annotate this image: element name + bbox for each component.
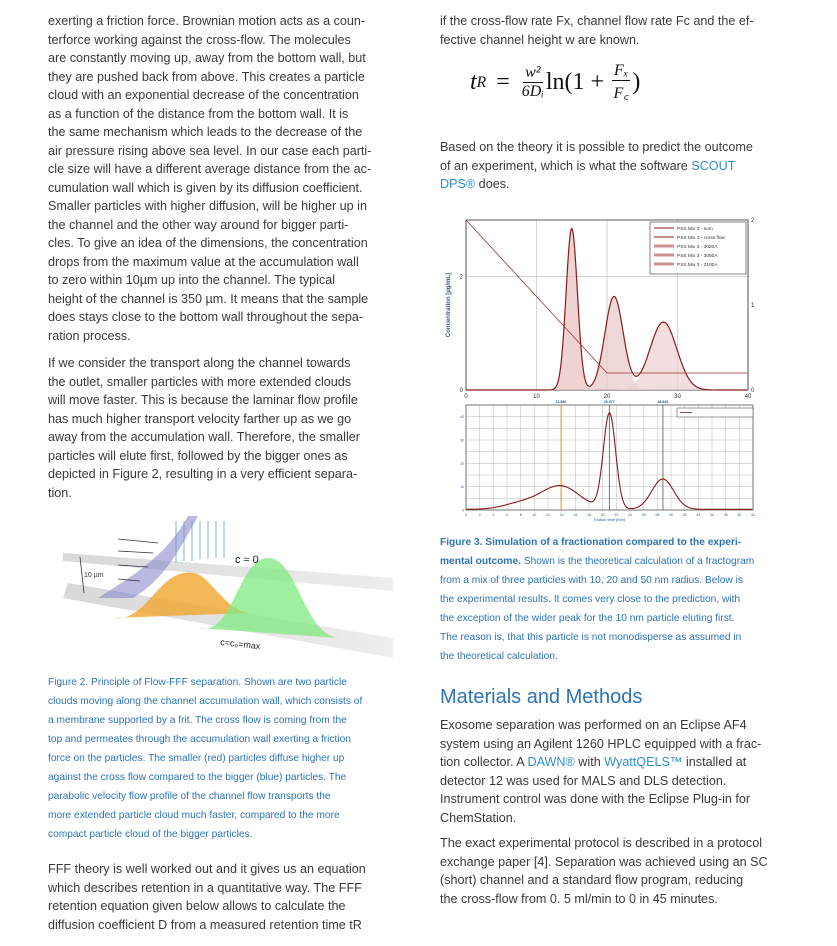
y-tick-label: 40: [460, 415, 464, 420]
figure-2-illustration: [48, 513, 398, 663]
x-tick-label: 6: [506, 513, 508, 517]
x-tick-label: 30: [669, 513, 673, 517]
bottom-concentration-label: c=c₀=max: [219, 637, 261, 652]
eq-lhs-sub: R: [476, 73, 487, 91]
x-tick-label: 42: [751, 513, 755, 517]
marker-label: 13.890: [555, 400, 567, 404]
legend-entry: PSS Mix 3 - 3050A: [677, 254, 718, 259]
x-tick-label: 12: [546, 513, 550, 517]
x-tick-label: 22: [614, 513, 619, 517]
legend-entry: PSS Mix 3 - 3020A: [677, 245, 718, 250]
x-tick-label: 28: [655, 513, 660, 517]
x-tick-label: 4: [492, 513, 495, 517]
height-label: 10 µm: [84, 572, 104, 579]
x-tick-label: 20: [603, 394, 611, 400]
eq-fden: F꜀: [613, 85, 629, 102]
body-paragraph: [440, 716, 761, 827]
body-paragraph: The exact experimental protocol is described in a protocol exchange paper [4]. Separation was achieved using an SC (short) channel and a standard flow program, reducing the cross-flow from 0. 5 ml/min to 0 in 45 minutes.: [440, 836, 768, 906]
scout-dps-link[interactable]: SCOUT DPS®: [440, 158, 736, 191]
x-tick-label: 0: [465, 513, 467, 517]
x-tick-label: 34: [696, 513, 701, 517]
text: with: [574, 755, 605, 769]
text: does.: [475, 177, 510, 191]
body-paragraph: If we consider the transport along the channel towards the outlet, smaller particles with more extended clouds will move faster. This is because the laminar flow profile has much higher transport velocity farther up as we go away from the accumulation wall. Therefore, the smaller particles will elute first, followed by the bigger ones as depicted in Figure 2, resulting in a very efficient separa- tion.: [48, 356, 360, 500]
dawn-link[interactable]: DAWN®: [527, 755, 575, 769]
figure-3-caption: [440, 533, 754, 666]
eq-fraction-2: [612, 62, 630, 103]
x-tick-label: 24: [628, 513, 632, 517]
wyattqels-link[interactable]: WyattQELS™: [604, 755, 683, 769]
legend-entry: PSS Mix 3 - cross flow: [677, 236, 725, 241]
y-tick-label: 0: [462, 508, 464, 513]
y-axis-label: Concentration [µg/mL]: [446, 272, 452, 338]
x-tick-label: 32: [682, 513, 687, 517]
caption-title: Figure 3. Simulation of a fractionation compared to the experi- mental outcome.: [440, 537, 742, 567]
marker-label: 20.977: [603, 400, 615, 404]
retention-equation: [470, 62, 640, 103]
x-axis-label: Elution time [min]: [594, 517, 625, 522]
top-concentration-label: c ≈ 0: [235, 554, 259, 566]
legend-entry: PSS Mix 3 - sum: [677, 227, 713, 232]
eq-close: ): [632, 69, 641, 95]
x-tick-label: 2: [478, 513, 481, 517]
x-tick-label: 16: [573, 513, 578, 517]
y-tick-label: 30: [460, 438, 464, 443]
y-tick-label: 0: [459, 388, 463, 394]
eq-den: 6Dᵢ: [521, 83, 544, 100]
x-tick-label: 0: [464, 394, 468, 400]
x-tick-label: 26: [641, 513, 646, 517]
peak-area-1: [549, 229, 594, 391]
eq-ln: ln(1 +: [545, 69, 605, 95]
y-tick-label: 10: [460, 485, 464, 490]
figure-3-chart: [440, 210, 780, 530]
section-heading: Materials and Methods: [440, 686, 643, 708]
body-paragraph: [440, 138, 753, 194]
y-tick-label: 2: [459, 274, 463, 281]
caption-text: Shown is the theoretical calculation of a fractogram from a mix of three particles with 10, 20 and 50 nm radius. Below is the experimental results. It comes very close to the prediction, with the exception of the wider peak for the 10 nm particle eluting first. The reason is, that this particle is not monodisperse as assumed in the theoretical calculation.: [440, 556, 755, 662]
text: Exosome separation was performed on an Eclipse AF4 system using an Agilent 1260 HPLC equipped with a frac- tion collector. A: [440, 718, 762, 769]
x-tick-label: 36: [710, 513, 714, 517]
body-paragraph: exerting a friction force. Brownian motion acts as a coun- terforce working against the cross-flow. The molecules are constantly moving up, away from the bottom wall, but they are pushed back from above. This creates a particle cloud with an exponential decrease of the concentration as a function of the distance from the bottom wall. It is the same mechanism which leads to the decrease of the air pressure rising above sea level. In our case each parti- cle size will have a different average distance from the ac- cumulation wall which is given by its diffusion coefficient. Smaller particles with higher diffusion, will be higher up in the channel and the other way around for bigger parti- cles. To give an idea of the dimensions, the concentration drops from the maximum value at the accumulation wall to zero within 10µm up into the channel. The typical height of the channel is 350 µm. It means that the sample does stays close to the bottom wall throughout the sepa- ration process.: [48, 14, 372, 343]
x-tick-label: 10: [532, 513, 537, 517]
x-tick-label: 20: [600, 513, 605, 517]
eq-fnum: Fₓ: [614, 62, 629, 79]
x-tick-label: 40: [737, 513, 742, 517]
x-tick-label: 8: [519, 513, 522, 517]
legend-entry: PSS Mix 3 - 3100A: [677, 263, 718, 268]
text: installed at detector 12 was used for MALS and DLS detection. Instrument control was done with the Eclipse Plug-in for ChemStation.: [440, 755, 751, 825]
x-tick-label: 10: [533, 394, 540, 400]
y2-tick-label: 0: [751, 388, 755, 394]
eq-fraction: [522, 64, 544, 101]
marker-label: 28.820: [657, 400, 669, 404]
eq-lhs: t: [470, 69, 477, 95]
eq-num: w²: [525, 64, 541, 81]
x-tick-label: 30: [674, 394, 681, 400]
x-tick-label: 38: [723, 513, 728, 517]
y2-tick-label: 1: [751, 303, 755, 309]
body-paragraph: FFF theory is well worked out and it gives us an equation which describes retention in a quantitative way. The FFF retention equation given below allows to calculate the diffusion coefficient D from a measured retention time tR: [48, 862, 366, 932]
x-tick-label: 40: [744, 394, 752, 400]
figure-2-caption: Figure 2. Principle of Flow-FFF separation. Shown are two particle clouds moving along the channel accumulation wall, which consists of a membrane supported by a frit. The cross flow is coming from the top and permeates through the accumulation wall exerting a friction force on the particles. The smaller (red) particles diffuse higher up against the cross flow compared to the bigger (blue) particles. The parabolic velocity flow profile of the channel flow transports the more extended particle cloud much faster, compared to the more compact particle cloud of the bigger particles.: [48, 677, 363, 840]
text: Based on the theory it is possible to predict the outcome of an experiment, which is what the software: [440, 140, 753, 173]
body-paragraph: if the cross-flow rate Fx, channel flow rate Fc and the ef- fective channel height w are known.: [440, 14, 754, 47]
x-tick-label: 18: [587, 513, 591, 517]
x-tick-label: 14: [559, 513, 564, 517]
y2-tick-label: 2: [751, 218, 755, 224]
y-tick-label: 20: [460, 461, 464, 466]
eq-sign: =: [496, 69, 510, 95]
